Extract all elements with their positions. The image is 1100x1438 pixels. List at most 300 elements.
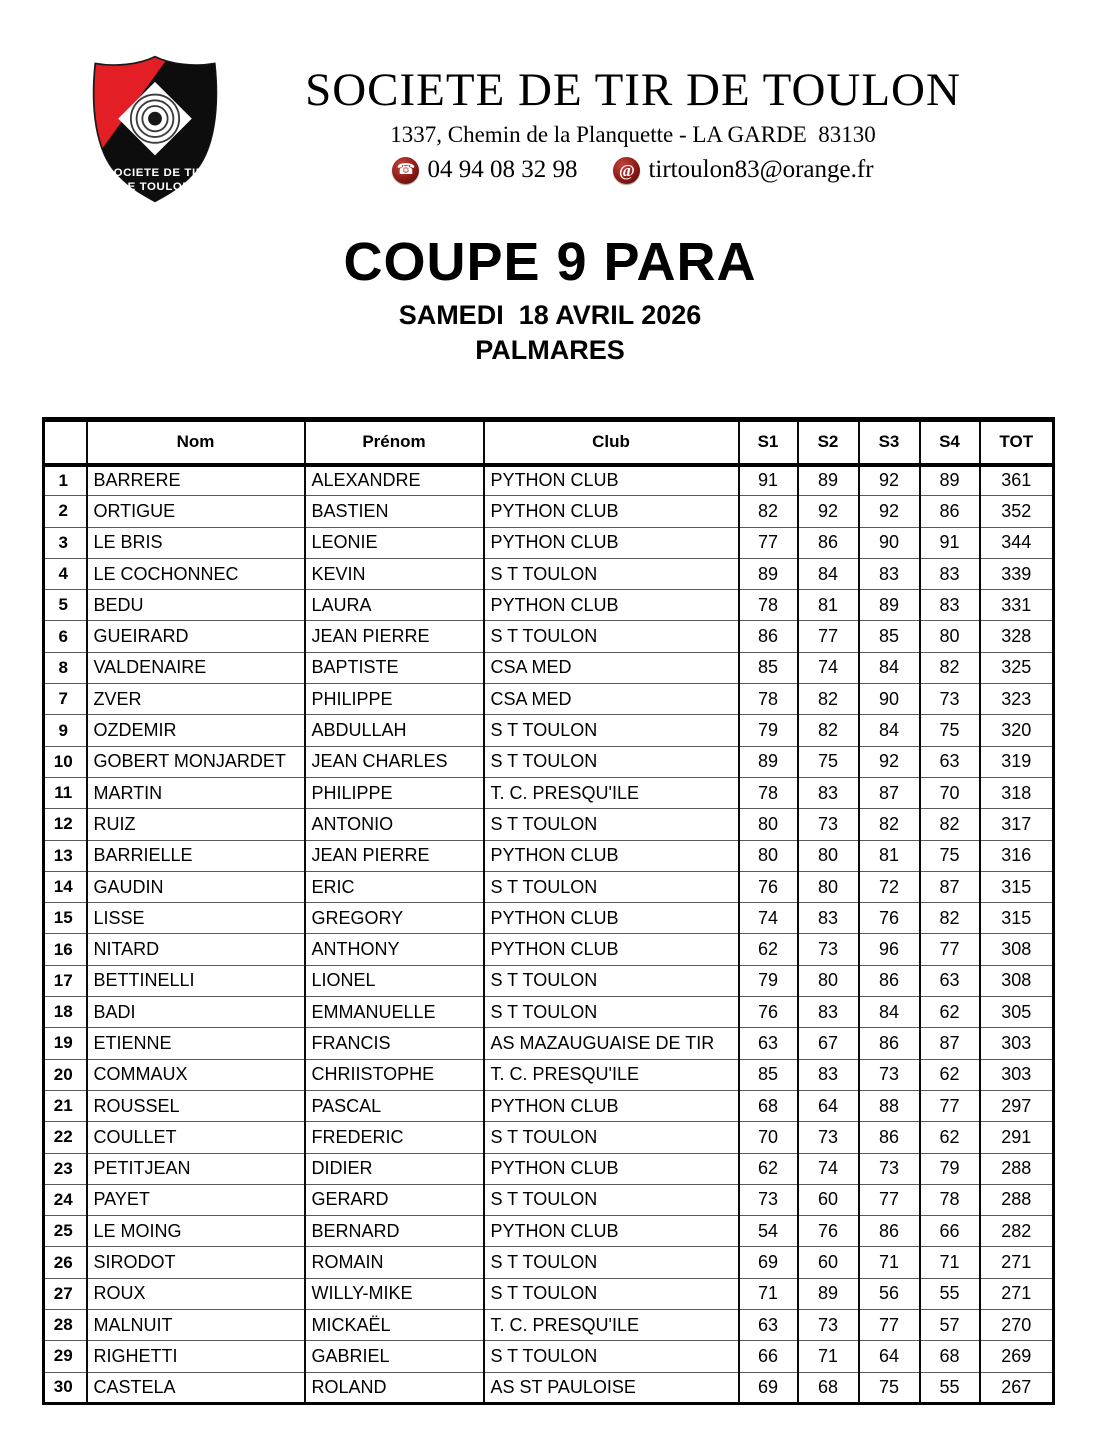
cell-s2: 74 <box>798 652 859 683</box>
cell-nom: PETITJEAN <box>87 1153 305 1184</box>
cell-tot: 303 <box>980 1028 1054 1059</box>
cell-club: T. C. PRESQU'ILE <box>484 777 739 808</box>
cell-prenom: JEAN PIERRE <box>305 621 484 652</box>
cell-prenom: LIONEL <box>305 965 484 996</box>
cell-rank: 1 <box>44 465 87 496</box>
cell-prenom: ANTONIO <box>305 809 484 840</box>
cell-s1: 82 <box>739 496 798 527</box>
cell-tot: 331 <box>980 590 1054 621</box>
at-icon: @ <box>613 157 640 184</box>
cell-tot: 308 <box>980 934 1054 965</box>
cell-club: PYTHON CLUB <box>484 527 739 558</box>
cell-club: CSA MED <box>484 684 739 715</box>
cell-s4: 55 <box>920 1372 980 1403</box>
cell-s2: 83 <box>798 903 859 934</box>
cell-prenom: WILLY-MIKE <box>305 1278 484 1309</box>
cell-nom: COULLET <box>87 1122 305 1153</box>
cell-nom: LISSE <box>87 903 305 934</box>
cell-rank: 23 <box>44 1153 87 1184</box>
cell-s2: 73 <box>798 809 859 840</box>
cell-nom: MARTIN <box>87 777 305 808</box>
table-row <box>44 527 1054 558</box>
cell-rank: 21 <box>44 1090 87 1121</box>
cell-club: AS MAZAUGUAISE DE TIR <box>484 1028 739 1059</box>
table-row <box>44 496 1054 527</box>
header-tot: TOT <box>980 420 1054 465</box>
table-row <box>44 1028 1054 1059</box>
cell-club: S T TOULON <box>484 1278 739 1309</box>
cell-s1: 62 <box>739 1153 798 1184</box>
cell-s1: 54 <box>739 1216 798 1247</box>
header-club: Club <box>484 420 739 465</box>
cell-s2: 82 <box>798 715 859 746</box>
cell-club: AS ST PAULOISE <box>484 1372 739 1403</box>
cell-nom: BEDU <box>87 590 305 621</box>
cell-s1: 69 <box>739 1247 798 1278</box>
results-table <box>42 417 1055 1405</box>
table-row <box>44 997 1054 1028</box>
cell-s4: 80 <box>920 621 980 652</box>
table-row <box>44 1310 1054 1341</box>
table-row <box>44 465 1054 496</box>
cell-s4: 70 <box>920 777 980 808</box>
cell-s3: 81 <box>859 840 920 871</box>
cell-rank: 7 <box>44 684 87 715</box>
cell-s1: 80 <box>739 840 798 871</box>
table-row <box>44 809 1054 840</box>
cell-prenom: ALEXANDRE <box>305 465 484 496</box>
cell-tot: 316 <box>980 840 1054 871</box>
cell-s1: 78 <box>739 777 798 808</box>
cell-s4: 82 <box>920 903 980 934</box>
cell-s4: 63 <box>920 746 980 777</box>
club-address: 1337, Chemin de la Planquette - LA GARDE 83130 <box>390 122 876 147</box>
cell-s3: 86 <box>859 1028 920 1059</box>
cell-nom: RIGHETTI <box>87 1341 305 1372</box>
cell-club: S T TOULON <box>484 1247 739 1278</box>
cell-s2: 89 <box>798 465 859 496</box>
cell-nom: ROUX <box>87 1278 305 1309</box>
cell-s3: 75 <box>859 1372 920 1403</box>
cell-prenom: MICKAËL <box>305 1310 484 1341</box>
club-logo <box>86 52 226 211</box>
cell-s4: 91 <box>920 527 980 558</box>
cell-club: S T TOULON <box>484 871 739 902</box>
cell-nom: BARRERE <box>87 465 305 496</box>
cell-s3: 88 <box>859 1090 920 1121</box>
cell-rank: 29 <box>44 1341 87 1372</box>
cell-nom: ORTIGUE <box>87 496 305 527</box>
cell-club: S T TOULON <box>484 746 739 777</box>
cell-s2: 83 <box>798 997 859 1028</box>
cell-rank: 10 <box>44 746 87 777</box>
cell-club: PYTHON CLUB <box>484 840 739 871</box>
cell-prenom: BERNARD <box>305 1216 484 1247</box>
header-s3: S3 <box>859 420 920 465</box>
cell-prenom: GERARD <box>305 1184 484 1215</box>
table-row <box>44 871 1054 902</box>
cell-prenom: ROLAND <box>305 1372 484 1403</box>
header-rank <box>44 420 87 465</box>
cell-nom: GUEIRARD <box>87 621 305 652</box>
cell-s1: 63 <box>739 1310 798 1341</box>
cell-s4: 62 <box>920 997 980 1028</box>
cell-tot: 282 <box>980 1216 1054 1247</box>
contact-line <box>226 156 1040 184</box>
cell-prenom: GREGORY <box>305 903 484 934</box>
cell-tot: 320 <box>980 715 1054 746</box>
cell-prenom: LEONIE <box>305 527 484 558</box>
cell-club: S T TOULON <box>484 621 739 652</box>
cell-s3: 85 <box>859 621 920 652</box>
cell-s3: 82 <box>859 809 920 840</box>
letterhead-text <box>226 52 1100 184</box>
cell-tot: 339 <box>980 558 1054 589</box>
cell-nom: CASTELA <box>87 1372 305 1403</box>
cell-s3: 92 <box>859 465 920 496</box>
cell-s2: 60 <box>798 1184 859 1215</box>
cell-club: S T TOULON <box>484 809 739 840</box>
cell-s1: 69 <box>739 1372 798 1403</box>
cell-club: PYTHON CLUB <box>484 1153 739 1184</box>
cell-tot: 323 <box>980 684 1054 715</box>
cell-s4: 83 <box>920 590 980 621</box>
competition-date: SAMEDI 18 AVRIL 2026 <box>398 300 702 330</box>
cell-prenom: PHILIPPE <box>305 777 484 808</box>
cell-s1: 91 <box>739 465 798 496</box>
table-row <box>44 746 1054 777</box>
cell-club: PYTHON CLUB <box>484 934 739 965</box>
cell-prenom: BASTIEN <box>305 496 484 527</box>
cell-rank: 18 <box>44 997 87 1028</box>
cell-prenom: BAPTISTE <box>305 652 484 683</box>
cell-s4: 75 <box>920 840 980 871</box>
cell-prenom: JEAN PIERRE <box>305 840 484 871</box>
cell-s4: 77 <box>920 934 980 965</box>
cell-rank: 8 <box>44 652 87 683</box>
cell-rank: 3 <box>44 527 87 558</box>
cell-club: PYTHON CLUB <box>484 903 739 934</box>
cell-s2: 75 <box>798 746 859 777</box>
cell-s4: 71 <box>920 1247 980 1278</box>
cell-tot: 271 <box>980 1247 1054 1278</box>
cell-nom: SIRODOT <box>87 1247 305 1278</box>
cell-nom: NITARD <box>87 934 305 965</box>
header-prenom: Prénom <box>305 420 484 465</box>
cell-s3: 92 <box>859 496 920 527</box>
cell-prenom: CHRIISTOPHE <box>305 1059 484 1090</box>
cell-s2: 73 <box>798 1122 859 1153</box>
header-nom: Nom <box>87 420 305 465</box>
cell-prenom: ROMAIN <box>305 1247 484 1278</box>
cell-s2: 64 <box>798 1090 859 1121</box>
table-row <box>44 1184 1054 1215</box>
cell-s1: 85 <box>739 652 798 683</box>
cell-s3: 56 <box>859 1278 920 1309</box>
cell-tot: 269 <box>980 1341 1054 1372</box>
cell-tot: 291 <box>980 1122 1054 1153</box>
cell-club: S T TOULON <box>484 1122 739 1153</box>
results-table-body <box>44 465 1054 1404</box>
cell-s3: 73 <box>859 1153 920 1184</box>
cell-s4: 83 <box>920 558 980 589</box>
cell-tot: 318 <box>980 777 1054 808</box>
cell-prenom: PHILIPPE <box>305 684 484 715</box>
cell-club: PYTHON CLUB <box>484 1216 739 1247</box>
cell-s3: 77 <box>859 1184 920 1215</box>
table-row <box>44 684 1054 715</box>
cell-rank: 13 <box>44 840 87 871</box>
cell-s2: 67 <box>798 1028 859 1059</box>
cell-s4: 87 <box>920 1028 980 1059</box>
phone-group <box>392 156 577 184</box>
cell-s2: 81 <box>798 590 859 621</box>
cell-club: T. C. PRESQU'ILE <box>484 1310 739 1341</box>
cell-s3: 64 <box>859 1341 920 1372</box>
cell-s2: 76 <box>798 1216 859 1247</box>
cell-rank: 14 <box>44 871 87 902</box>
cell-rank: 11 <box>44 777 87 808</box>
table-row <box>44 715 1054 746</box>
cell-s1: 70 <box>739 1122 798 1153</box>
club-phone: 04 94 08 32 98 <box>427 156 578 183</box>
cell-club: CSA MED <box>484 652 739 683</box>
table-row <box>44 1090 1054 1121</box>
cell-s2: 71 <box>798 1341 859 1372</box>
header-s1: S1 <box>739 420 798 465</box>
cell-s1: 78 <box>739 590 798 621</box>
cell-s2: 68 <box>798 1372 859 1403</box>
cell-s1: 86 <box>739 621 798 652</box>
cell-s1: 66 <box>739 1341 798 1372</box>
cell-tot: 361 <box>980 465 1054 496</box>
cell-s4: 62 <box>920 1122 980 1153</box>
cell-nom: OZDEMIR <box>87 715 305 746</box>
table-row <box>44 840 1054 871</box>
cell-s4: 77 <box>920 1090 980 1121</box>
cell-s4: 63 <box>920 965 980 996</box>
cell-s2: 83 <box>798 1059 859 1090</box>
cell-club: S T TOULON <box>484 965 739 996</box>
cell-s2: 89 <box>798 1278 859 1309</box>
cell-tot: 319 <box>980 746 1054 777</box>
cell-prenom: ABDULLAH <box>305 715 484 746</box>
cell-s4: 68 <box>920 1341 980 1372</box>
cell-nom: RUIZ <box>87 809 305 840</box>
cell-s1: 71 <box>739 1278 798 1309</box>
cell-s3: 72 <box>859 871 920 902</box>
cell-rank: 20 <box>44 1059 87 1090</box>
cell-s4: 62 <box>920 1059 980 1090</box>
cell-s4: 66 <box>920 1216 980 1247</box>
cell-s2: 80 <box>798 871 859 902</box>
cell-s3: 86 <box>859 1122 920 1153</box>
cell-tot: 305 <box>980 997 1054 1028</box>
cell-prenom: ANTHONY <box>305 934 484 965</box>
cell-nom: ETIENNE <box>87 1028 305 1059</box>
cell-s3: 90 <box>859 527 920 558</box>
cell-nom: ZVER <box>87 684 305 715</box>
cell-rank: 24 <box>44 1184 87 1215</box>
palmares-label: PALMARES <box>475 335 625 365</box>
cell-nom: GAUDIN <box>87 871 305 902</box>
cell-s4: 57 <box>920 1310 980 1341</box>
cell-tot: 352 <box>980 496 1054 527</box>
cell-s1: 63 <box>739 1028 798 1059</box>
table-row <box>44 1278 1054 1309</box>
cell-rank: 25 <box>44 1216 87 1247</box>
table-row <box>44 652 1054 683</box>
cell-nom: VALDENAIRE <box>87 652 305 683</box>
cell-s3: 90 <box>859 684 920 715</box>
cell-nom: ROUSSEL <box>87 1090 305 1121</box>
cell-tot: 328 <box>980 621 1054 652</box>
cell-s3: 76 <box>859 903 920 934</box>
cell-nom: LE MOING <box>87 1216 305 1247</box>
cell-tot: 325 <box>980 652 1054 683</box>
cell-s3: 92 <box>859 746 920 777</box>
cell-s1: 89 <box>739 746 798 777</box>
cell-s3: 84 <box>859 715 920 746</box>
cell-tot: 271 <box>980 1278 1054 1309</box>
email-group <box>613 156 873 184</box>
cell-prenom: KEVIN <box>305 558 484 589</box>
club-name: SOCIETE DE TIR DE TOULON <box>305 64 961 116</box>
cell-s4: 73 <box>920 684 980 715</box>
shield-target-icon <box>86 52 224 206</box>
cell-club: T. C. PRESQU'ILE <box>484 1059 739 1090</box>
cell-club: S T TOULON <box>484 558 739 589</box>
cell-s4: 87 <box>920 871 980 902</box>
cell-s1: 74 <box>739 903 798 934</box>
cell-club: PYTHON CLUB <box>484 465 739 496</box>
cell-rank: 12 <box>44 809 87 840</box>
cell-tot: 344 <box>980 527 1054 558</box>
logo-text-line1: SOCIETE DE TIR <box>105 167 205 180</box>
cell-rank: 4 <box>44 558 87 589</box>
cell-prenom: PASCAL <box>305 1090 484 1121</box>
competition-title: COUPE 9 PARA <box>343 232 757 292</box>
cell-nom: BARRIELLE <box>87 840 305 871</box>
table-row <box>44 965 1054 996</box>
cell-tot: 308 <box>980 965 1054 996</box>
cell-prenom: FREDERIC <box>305 1122 484 1153</box>
cell-tot: 315 <box>980 903 1054 934</box>
cell-club: S T TOULON <box>484 1341 739 1372</box>
cell-rank: 9 <box>44 715 87 746</box>
cell-prenom: JEAN CHARLES <box>305 746 484 777</box>
cell-nom: COMMAUX <box>87 1059 305 1090</box>
cell-prenom: ERIC <box>305 871 484 902</box>
cell-nom: BETTINELLI <box>87 965 305 996</box>
cell-club: PYTHON CLUB <box>484 590 739 621</box>
cell-tot: 317 <box>980 809 1054 840</box>
cell-s2: 74 <box>798 1153 859 1184</box>
cell-s3: 96 <box>859 934 920 965</box>
table-row <box>44 1247 1054 1278</box>
cell-tot: 288 <box>980 1184 1054 1215</box>
cell-rank: 16 <box>44 934 87 965</box>
cell-s2: 60 <box>798 1247 859 1278</box>
cell-s3: 73 <box>859 1059 920 1090</box>
cell-s4: 79 <box>920 1153 980 1184</box>
cell-s4: 89 <box>920 465 980 496</box>
header-s2: S2 <box>798 420 859 465</box>
cell-rank: 27 <box>44 1278 87 1309</box>
header-s4: S4 <box>920 420 980 465</box>
cell-s1: 73 <box>739 1184 798 1215</box>
cell-s1: 80 <box>739 809 798 840</box>
cell-rank: 2 <box>44 496 87 527</box>
titles-block <box>0 233 1100 367</box>
cell-s1: 62 <box>739 934 798 965</box>
cell-rank: 19 <box>44 1028 87 1059</box>
cell-s3: 84 <box>859 652 920 683</box>
cell-s2: 83 <box>798 777 859 808</box>
cell-s1: 78 <box>739 684 798 715</box>
logo-text-line2: DE TOULON <box>118 180 192 193</box>
cell-s4: 82 <box>920 809 980 840</box>
cell-prenom: EMMANUELLE <box>305 997 484 1028</box>
cell-prenom: LAURA <box>305 590 484 621</box>
cell-s2: 84 <box>798 558 859 589</box>
table-row <box>44 1122 1054 1153</box>
cell-s1: 68 <box>739 1090 798 1121</box>
cell-rank: 30 <box>44 1372 87 1403</box>
cell-s3: 84 <box>859 997 920 1028</box>
cell-rank: 28 <box>44 1310 87 1341</box>
cell-nom: MALNUIT <box>87 1310 305 1341</box>
cell-s1: 85 <box>739 1059 798 1090</box>
cell-rank: 6 <box>44 621 87 652</box>
table-row <box>44 1216 1054 1247</box>
cell-s4: 75 <box>920 715 980 746</box>
cell-s1: 77 <box>739 527 798 558</box>
cell-prenom: DIDIER <box>305 1153 484 1184</box>
cell-rank: 26 <box>44 1247 87 1278</box>
cell-nom: PAYET <box>87 1184 305 1215</box>
cell-club: PYTHON CLUB <box>484 1090 739 1121</box>
cell-club: PYTHON CLUB <box>484 496 739 527</box>
cell-s3: 77 <box>859 1310 920 1341</box>
cell-s3: 89 <box>859 590 920 621</box>
cell-prenom: GABRIEL <box>305 1341 484 1372</box>
table-row <box>44 558 1054 589</box>
table-header-row <box>44 420 1054 465</box>
cell-s2: 80 <box>798 965 859 996</box>
cell-tot: 303 <box>980 1059 1054 1090</box>
cell-nom: LE COCHONNEC <box>87 558 305 589</box>
phone-icon: ☎ <box>392 157 419 184</box>
cell-s4: 86 <box>920 496 980 527</box>
table-row <box>44 1153 1054 1184</box>
cell-tot: 315 <box>980 871 1054 902</box>
table-row <box>44 934 1054 965</box>
cell-s2: 80 <box>798 840 859 871</box>
cell-s3: 87 <box>859 777 920 808</box>
table-row <box>44 590 1054 621</box>
cell-nom: LE BRIS <box>87 527 305 558</box>
cell-tot: 270 <box>980 1310 1054 1341</box>
cell-s2: 92 <box>798 496 859 527</box>
cell-s4: 82 <box>920 652 980 683</box>
cell-s4: 55 <box>920 1278 980 1309</box>
cell-s4: 78 <box>920 1184 980 1215</box>
cell-s1: 79 <box>739 965 798 996</box>
cell-s3: 83 <box>859 558 920 589</box>
table-row <box>44 1341 1054 1372</box>
cell-s2: 82 <box>798 684 859 715</box>
